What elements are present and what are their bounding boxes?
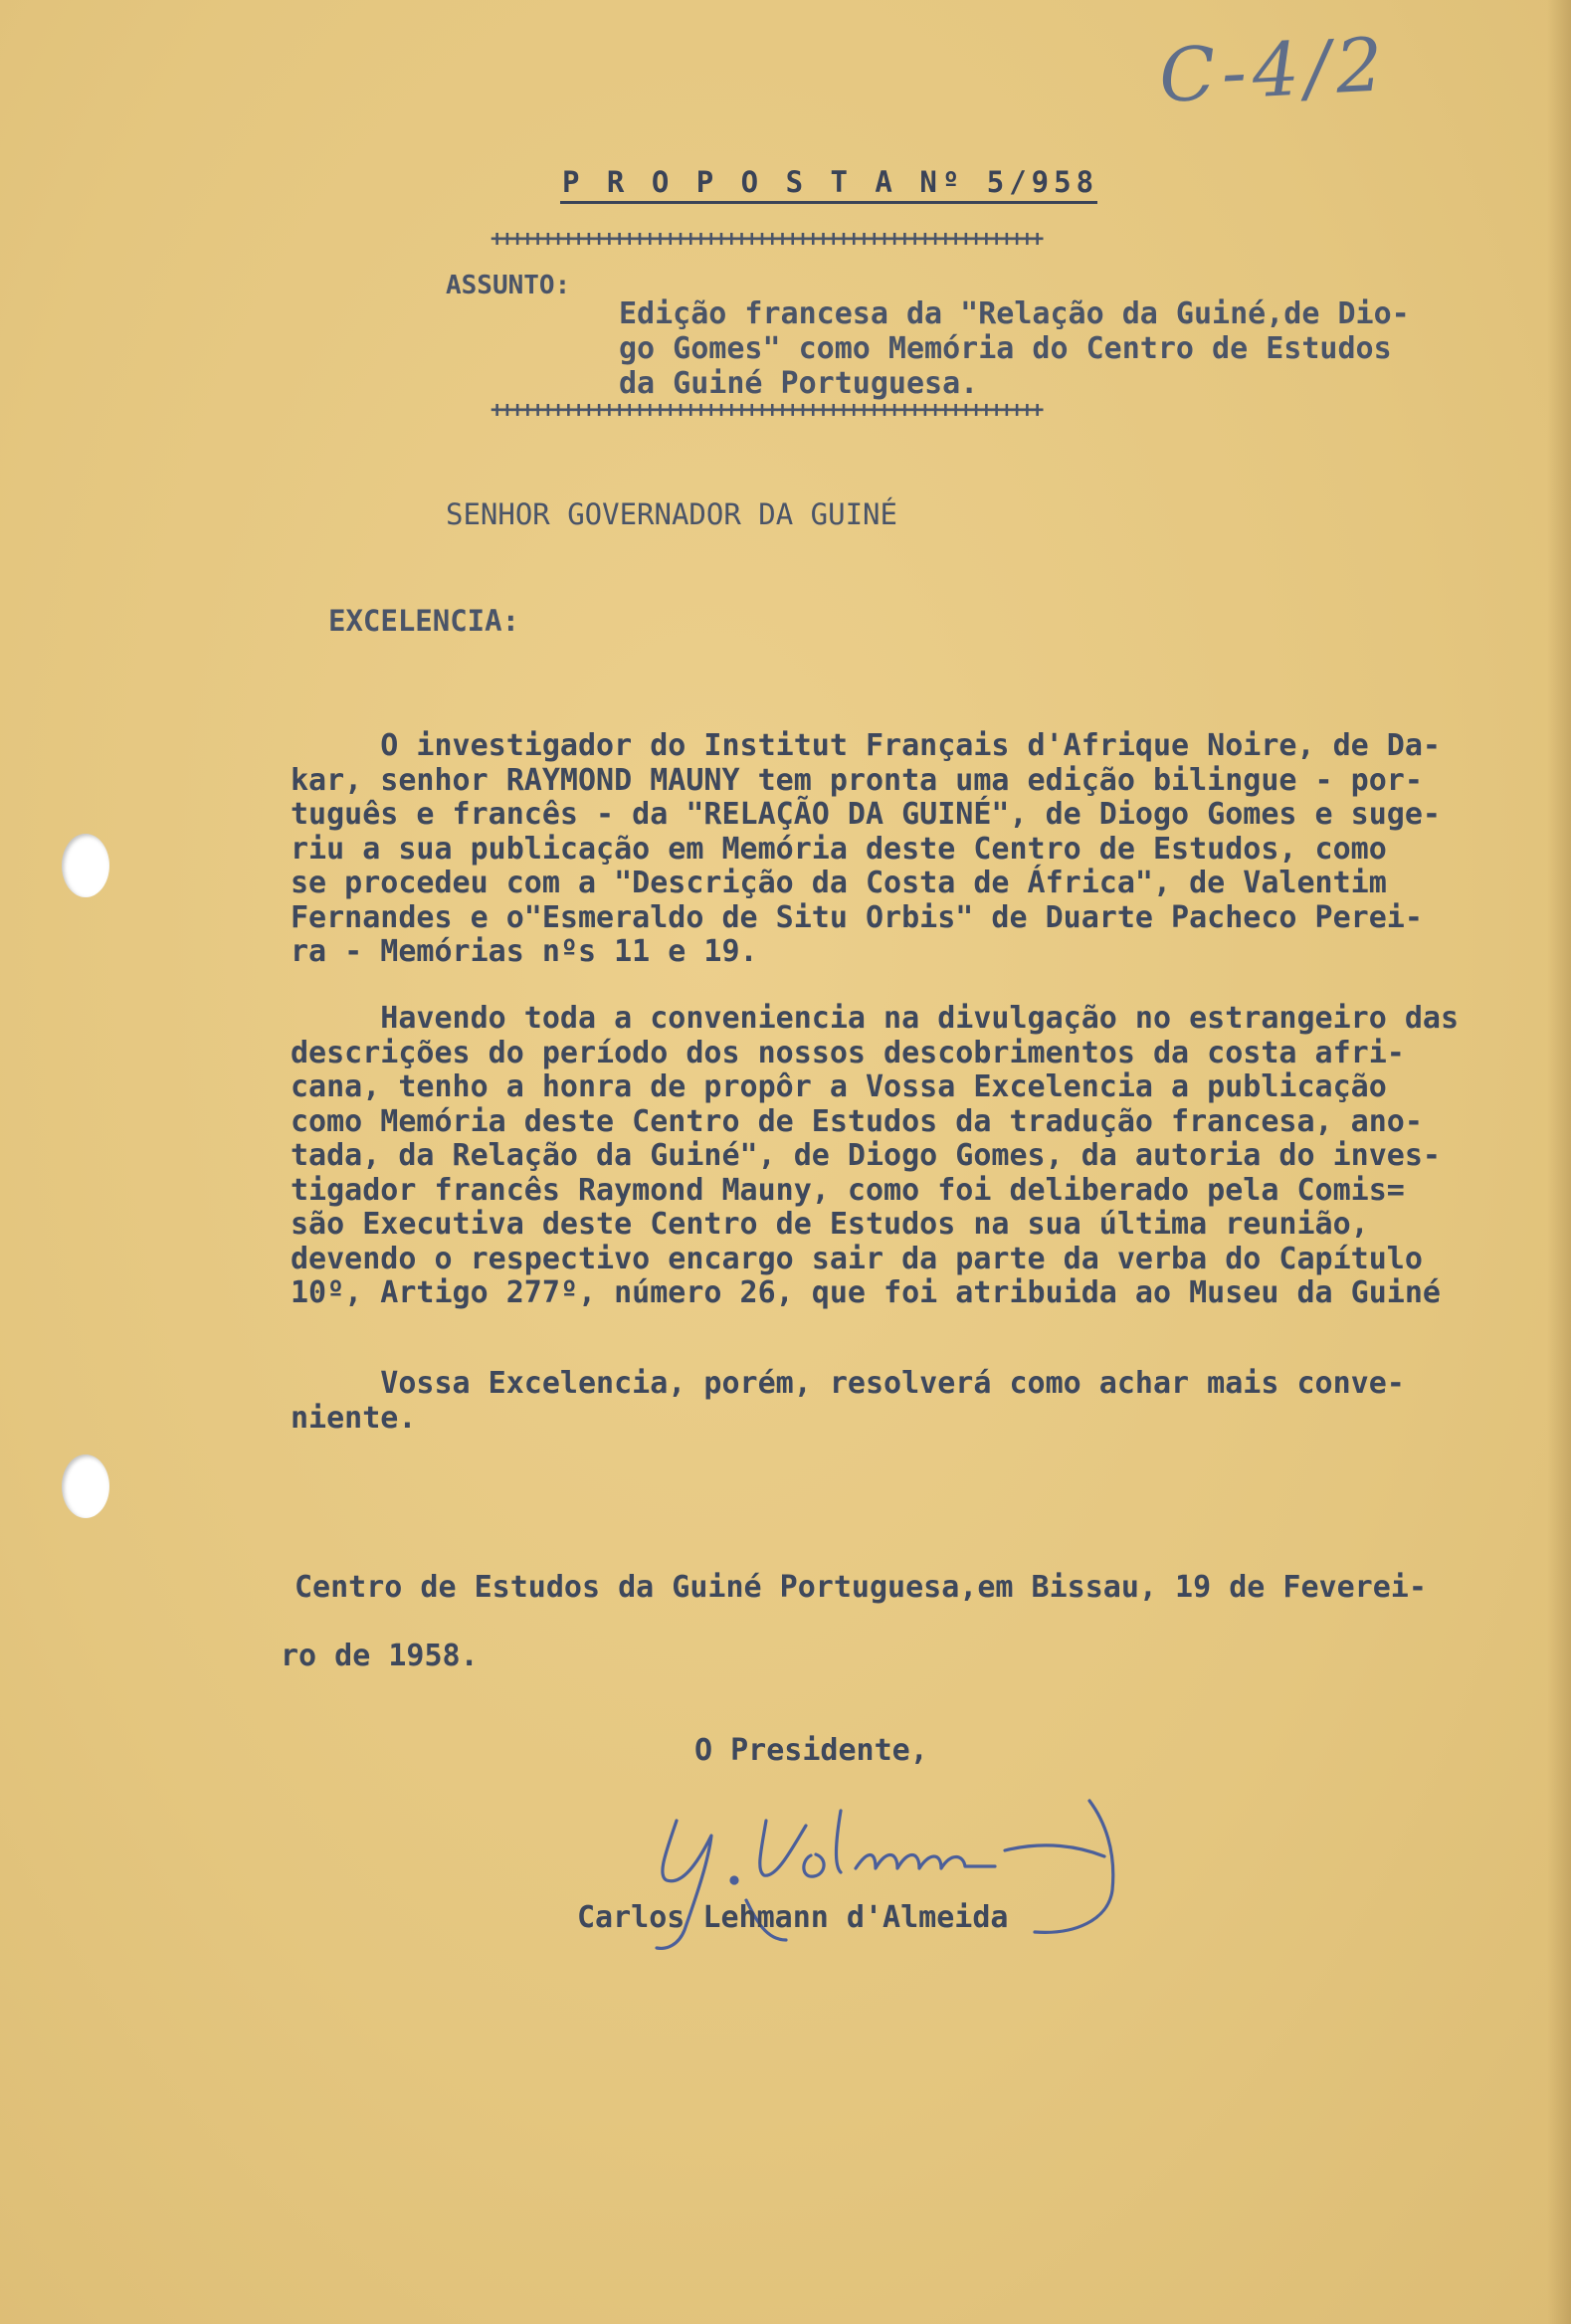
paragraph-line: se procedeu com a "Descrição da Costa de África", de Valentim	[291, 866, 1387, 900]
paragraph-line: 10º, Artigo 277º, número 26, que foi atribuida ao Museu da Guiné	[291, 1275, 1441, 1310]
subject-line: Edição francesa da "Relação da Guiné,de Dio-	[619, 296, 1410, 331]
paragraph-2	[291, 1002, 1524, 1311]
title-underline	[560, 201, 1097, 204]
paragraph-1	[291, 729, 1524, 970]
paragraph-line: niente.	[291, 1400, 417, 1436]
subject-line: go Gomes" como Memória do Centro de Estudos	[619, 331, 1392, 366]
subject-text	[619, 296, 1514, 401]
paragraph-line: como Memória deste Centro de Estudos da tradução francesa, ano-	[291, 1103, 1423, 1139]
document-title: P R O P O S T A Nº 5/958	[562, 165, 1099, 199]
paragraph-line: Fernandes e o"Esmeraldo de Situ Orbis" de Duarte Pacheco Perei-	[291, 899, 1423, 935]
paragraph-3	[291, 1367, 1524, 1436]
handwritten-reference-mark: C-4/2	[1156, 22, 1391, 119]
page-edge-shadow	[1547, 0, 1571, 2324]
addressee: SENHOR GOVERNADOR DA GUINÉ	[446, 497, 897, 531]
punch-hole-top	[62, 834, 109, 897]
paragraph-line: são Executiva deste Centro de Estudos na sua última reunião,	[291, 1207, 1369, 1242]
paragraph-line: Havendo toda a conveniencia na divulgação no estrangeiro das	[291, 1001, 1459, 1036]
paragraph-line: cana, tenho a honra de propôr a Vossa Excelencia a publicação	[291, 1069, 1387, 1104]
paragraph-line: tada, da Relação da Guiné", de Diogo Gomes, da autoria do inves-	[291, 1138, 1441, 1173]
closing-title: O Presidente,	[694, 1733, 928, 1768]
plus-rule-bottom: ++++++++++++++++++++++++++++++++++++++++++++++++++++++	[491, 398, 1042, 423]
paragraph-line: tuguês e francês - da "RELAÇÃO DA GUINÉ", de Diogo Gomes e suge-	[291, 797, 1441, 832]
signatory-name: Carlos Lehmann d'Almeida	[577, 1900, 1009, 1935]
salutation: EXCELENCIA:	[328, 604, 520, 638]
place-date-line: Centro de Estudos da Guiné Portuguesa,em Bissau, 19 de Feverei-	[295, 1570, 1427, 1605]
punch-hole-bottom	[62, 1454, 109, 1518]
paragraph-line: kar, senhor RAYMOND MAUNY tem pronta uma edição bilingue - por-	[291, 762, 1423, 798]
paragraph-line: Vossa Excelencia, porém, resolverá como achar mais conve-	[291, 1366, 1405, 1401]
paragraph-line: riu a sua publicação em Memória deste Centro de Estudos, como	[291, 831, 1387, 867]
paragraph-line: ra - Memórias nºs 11 e 19.	[291, 934, 758, 969]
paragraph-line: tigador francês Raymond Mauny, como foi deliberado pela Comis=	[291, 1172, 1405, 1208]
paragraph-line: O investigador do Institut Français d'Afrique Noire, de Da-	[291, 728, 1441, 763]
subject-line: da Guiné Portuguesa.	[619, 366, 979, 401]
paragraph-line: descrições do período dos nossos descobrimentos da costa afri-	[291, 1035, 1405, 1070]
subject-label: ASSUNTO:	[446, 271, 571, 300]
paragraph-line: devendo o respectivo encargo sair da parte da verba do Capítulo	[291, 1241, 1423, 1276]
place-date-line: ro de 1958.	[281, 1639, 479, 1673]
plus-rule-top: ++++++++++++++++++++++++++++++++++++++++++++++++++++++	[491, 227, 1042, 252]
